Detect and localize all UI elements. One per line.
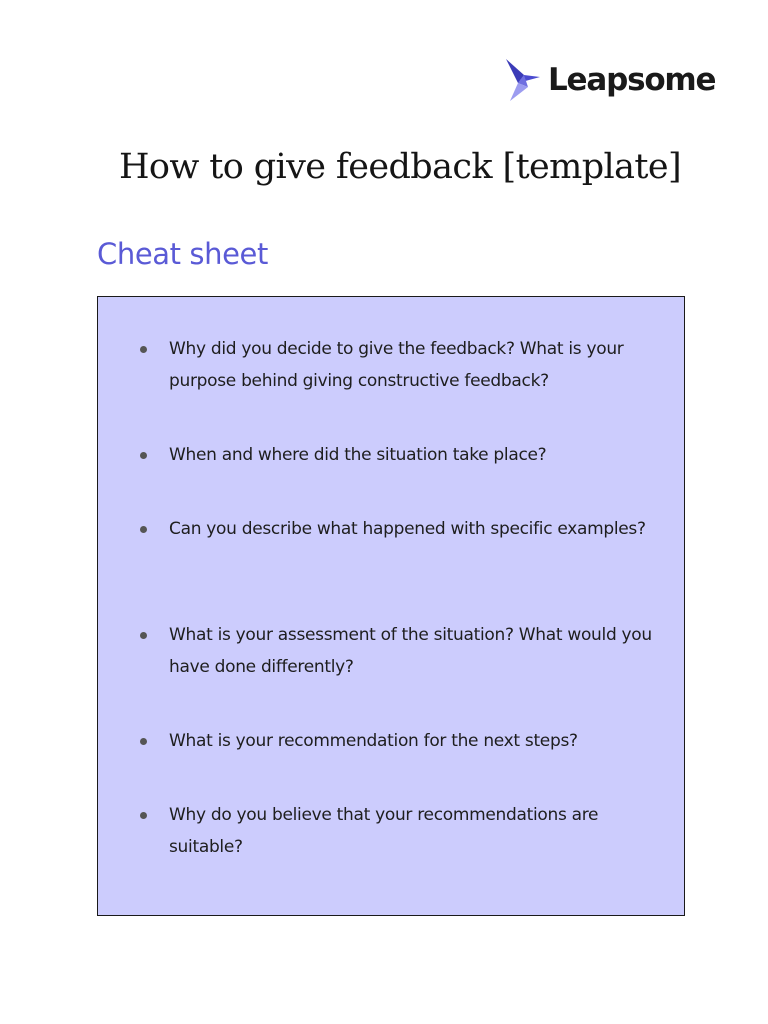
section-heading: Cheat sheet <box>97 237 268 271</box>
bullet-icon <box>140 632 147 639</box>
leapsome-logo <box>504 56 715 104</box>
list-item-text: Can you describe what happened with specific examples? <box>169 519 646 539</box>
page-title: How to give feedback [template] <box>118 147 682 187</box>
paper-crane-icon <box>504 57 544 103</box>
cheat-sheet-box <box>97 296 685 916</box>
list-item-text: Why do you believe that your recommendations are suitable? <box>169 805 599 857</box>
logo-text: Leapsome <box>548 61 716 98</box>
bullet-icon <box>140 738 147 745</box>
list-item-text: Why did you decide to give the feedback? What is your purpose behind giving constructive feedback? <box>169 339 624 391</box>
list-item-text: When and where did the situation take place? <box>169 445 547 465</box>
list-item-text: What is your recommendation for the next steps? <box>169 731 578 751</box>
bullet-icon <box>140 346 147 353</box>
bullet-icon <box>140 526 147 533</box>
bullet-icon <box>140 812 147 819</box>
list-item-text: What is your assessment of the situation? What would you have done differently? <box>169 625 652 677</box>
bullet-icon <box>140 452 147 459</box>
